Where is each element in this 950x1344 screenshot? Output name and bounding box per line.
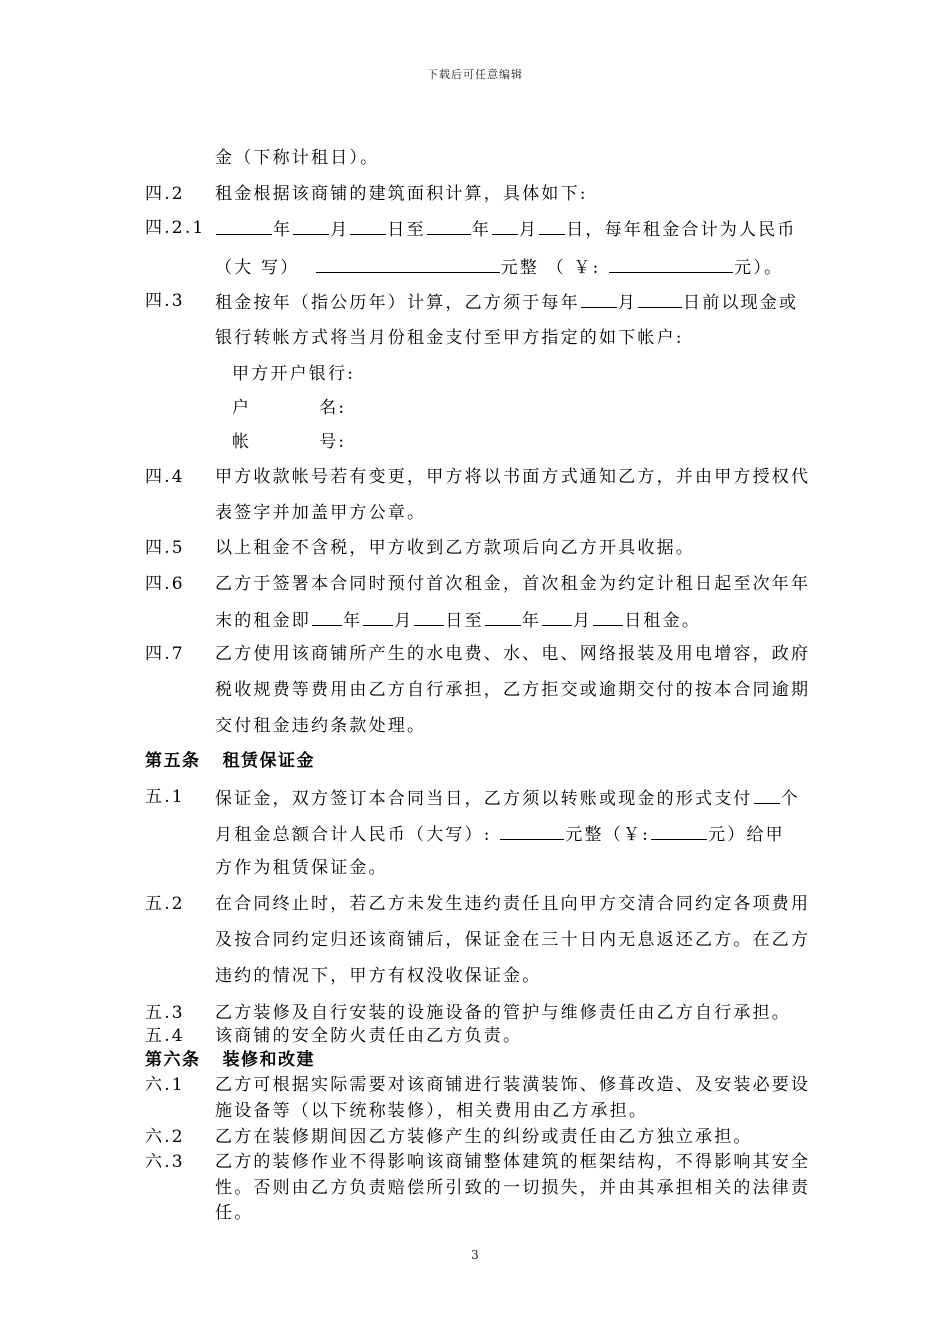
clause-number: 五.2 bbox=[145, 894, 185, 914]
clause-text: 乙方的装修作业不得影响该商铺整体建筑的框架结构，不得影响其安全 bbox=[215, 1152, 811, 1172]
clause-text: 月租金总额合计人民币（大写）: 元整（￥: 元）给甲 bbox=[215, 825, 785, 845]
fill-blank[interactable] bbox=[581, 291, 617, 308]
clause-number: 四.4 bbox=[145, 467, 185, 487]
fill-blank[interactable] bbox=[651, 823, 707, 840]
clause-text: 租金根据该商铺的建筑面积计算，具体如下: bbox=[215, 184, 588, 204]
clause-text: 乙方于签署本合同时预付首次租金，首次租金为约定计租日起至次年年 bbox=[215, 574, 811, 594]
fill-blank[interactable] bbox=[216, 218, 272, 235]
clause-text: 末的租金即 年 月 日至 年 月 日租金。 bbox=[215, 611, 702, 631]
clause-number: 六.3 bbox=[145, 1152, 185, 1172]
fill-blank[interactable] bbox=[293, 218, 329, 235]
clause-number: 四.3 bbox=[145, 291, 185, 311]
fill-blank[interactable] bbox=[350, 218, 386, 235]
fill-blank[interactable] bbox=[754, 787, 780, 804]
clause-text: 乙方使用该商铺所产生的水电费、水、电、网络报装及用电增容，政府 bbox=[215, 644, 811, 664]
clause-text: 银行转帐方式将当月份租金支付至甲方指定的如下帐户: bbox=[215, 328, 684, 348]
fill-blank[interactable] bbox=[427, 218, 471, 235]
clause-text: 施设备等（以下统称装修），相关费用由乙方承担。 bbox=[215, 1101, 649, 1121]
clause-number: 六.1 bbox=[145, 1075, 185, 1095]
fill-blank[interactable] bbox=[593, 609, 623, 626]
clause-number: 五.4 bbox=[145, 1026, 185, 1046]
clause-text: 租金按年（指公历年）计算，乙方须于每年 月 日前以现金或 bbox=[215, 293, 799, 313]
clause-number: 四.6 bbox=[145, 574, 185, 594]
clause-text: （大 写） 元整 （ ￥: 元）。 bbox=[215, 258, 784, 278]
fill-blank[interactable] bbox=[609, 256, 733, 273]
clause-text: 及按合同约定归还该商铺后，保证金在三十日内无息返还乙方。在乙方 bbox=[215, 930, 811, 950]
clause-text: 在合同终止时，若乙方未发生违约责任且向甲方交清合同约定各项费用 bbox=[215, 894, 811, 914]
clause-number: 四.7 bbox=[145, 644, 185, 664]
clause-number: 四.5 bbox=[145, 538, 185, 558]
clause-text: 税收规费等费用由乙方自行承担，乙方拒交或逾期交付的按本合同逾期 bbox=[215, 680, 811, 700]
clause-number: 四.2 bbox=[145, 184, 185, 204]
clause-text: 乙方在装修期间因乙方装修产生的纠纷或责任由乙方独立承担。 bbox=[215, 1127, 753, 1147]
clause-text: 年 月 日至 年 月 日，每年租金合计为人民币 bbox=[215, 218, 797, 240]
clause-text: 违约的情况下，甲方有权没收保证金。 bbox=[215, 966, 542, 986]
fill-blank[interactable] bbox=[638, 291, 682, 308]
clause-text: 该商铺的安全防火责任由乙方负责。 bbox=[215, 1026, 523, 1046]
fill-blank[interactable] bbox=[363, 609, 393, 626]
page-header: 下载后可任意编辑 bbox=[427, 68, 523, 81]
clause-text: 保证金，双方签订本合同当日，乙方须以转账或现金的形式支付 个 bbox=[215, 789, 800, 809]
fill-blank[interactable] bbox=[312, 609, 342, 626]
clause-text: 以上租金不含税，甲方收到乙方款项后向乙方开具收据。 bbox=[215, 538, 695, 558]
paragraph-text: 金（下称计租日）。 bbox=[215, 148, 380, 168]
fill-blank[interactable] bbox=[485, 609, 521, 626]
fill-blank[interactable] bbox=[542, 609, 572, 626]
clause-text: 性。否则由乙方负责赔偿所引致的一切损失，并由其承担相关的法律责 bbox=[215, 1178, 811, 1198]
fill-blank[interactable] bbox=[492, 218, 518, 235]
fill-blank[interactable] bbox=[539, 218, 565, 235]
clause-text: 交付租金违约条款处理。 bbox=[215, 716, 427, 736]
fill-blank[interactable] bbox=[316, 256, 500, 273]
clause-number: 四.2.1 bbox=[145, 218, 206, 238]
clause-text: 甲方收款帐号若有变更，甲方将以书面方式通知乙方，并由甲方授权代 bbox=[215, 467, 811, 487]
clause-text: 任。 bbox=[215, 1203, 254, 1223]
clause-text: 表签字并加盖甲方公章。 bbox=[215, 503, 427, 523]
clause-number: 六.2 bbox=[145, 1127, 185, 1147]
clause-text: 方作为租赁保证金。 bbox=[215, 858, 388, 878]
clause-text: 乙方装修及自行安装的设施设备的管护与维修责任由乙方自行承担。 bbox=[215, 1003, 791, 1023]
bank-label-text: 甲方开户银行: bbox=[232, 364, 356, 384]
page-number: 3 bbox=[471, 1248, 479, 1262]
clause-number: 五.1 bbox=[145, 787, 185, 807]
clause-text: 乙方可根据实际需要对该商铺进行装潢装饰、修葺改造、及安装必要设 bbox=[215, 1075, 811, 1095]
fill-blank[interactable] bbox=[500, 823, 564, 840]
fill-blank[interactable] bbox=[414, 609, 444, 626]
clause-number: 五.3 bbox=[145, 1003, 185, 1023]
